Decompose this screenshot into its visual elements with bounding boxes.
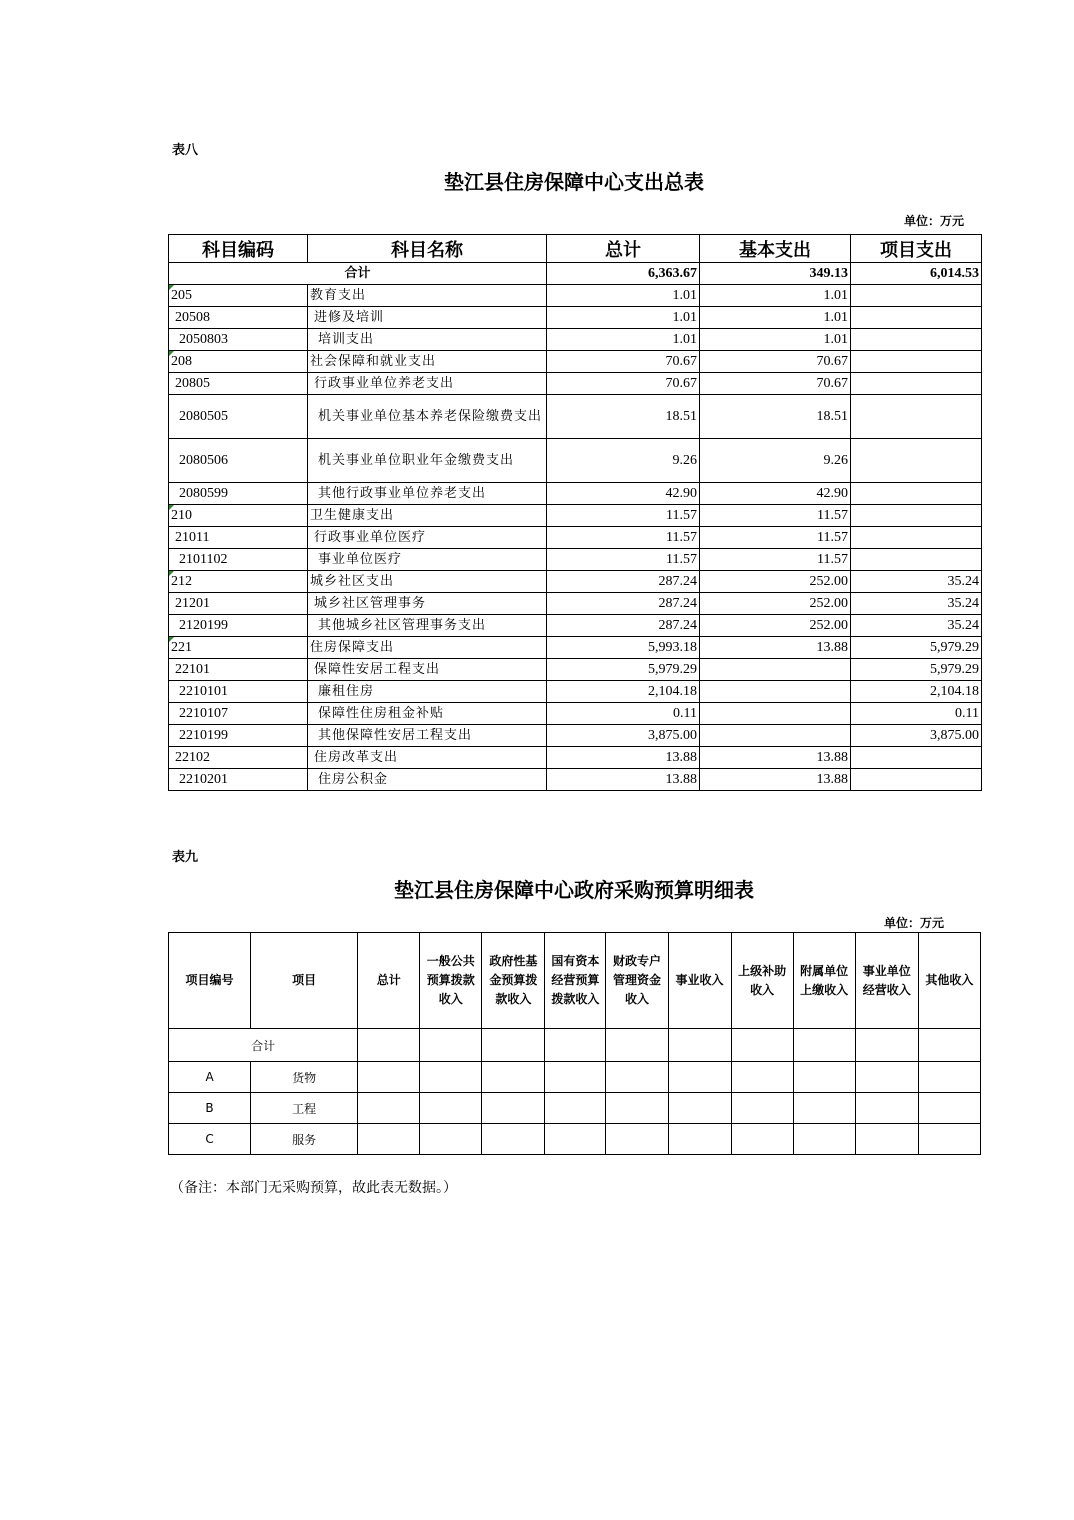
- empty-cell: [482, 1029, 545, 1062]
- basic-cell: 252.00: [700, 571, 851, 593]
- basic-cell: 1.01: [700, 329, 851, 351]
- project-cell: 35.24: [851, 571, 982, 593]
- empty-cell: [731, 1062, 793, 1093]
- name-cell: 培训支出: [308, 329, 547, 351]
- project-cell: [851, 769, 982, 791]
- table-row: [169, 1062, 981, 1093]
- total-cell: 2,104.18: [547, 681, 700, 703]
- name-cell: 城乡社区支出: [308, 571, 547, 593]
- empty-cell: [668, 1029, 731, 1062]
- table-row: [169, 725, 982, 747]
- empty-cell: [793, 1029, 855, 1062]
- item-name: 服务: [251, 1124, 358, 1155]
- table-row: [169, 681, 982, 703]
- empty-cell: [482, 1062, 545, 1093]
- basic-cell: 1.01: [700, 307, 851, 329]
- basic-cell: [700, 725, 851, 747]
- empty-cell: [668, 1062, 731, 1093]
- code-cell: 2210101: [169, 681, 308, 703]
- table-row: [169, 747, 982, 769]
- table9-unit: 单位：万元: [884, 916, 945, 930]
- table8-label: 表八: [172, 143, 199, 158]
- header-cell: 总计: [358, 933, 420, 1029]
- empty-cell: [420, 1062, 482, 1093]
- header-cell: 项目: [251, 933, 358, 1029]
- name-cell: 其他城乡社区管理事务支出: [308, 615, 547, 637]
- total-cell: 287.24: [547, 571, 700, 593]
- code-cell: 205: [169, 285, 308, 307]
- code-cell: 2101102: [169, 549, 308, 571]
- empty-cell: [545, 1029, 606, 1062]
- empty-cell: [793, 1124, 855, 1155]
- header-basic: 基本支出: [700, 235, 851, 263]
- empty-cell: [545, 1062, 606, 1093]
- code-cell: 2080506: [169, 439, 308, 483]
- code-cell: 2080505: [169, 395, 308, 439]
- project-cell: [851, 549, 982, 571]
- name-cell: 城乡社区管理事务: [308, 593, 547, 615]
- basic-cell: 70.67: [700, 373, 851, 395]
- header-total: 总计: [547, 235, 700, 263]
- table-row: [169, 483, 982, 505]
- empty-cell: [545, 1124, 606, 1155]
- project-cell: [851, 747, 982, 769]
- empty-cell: [668, 1124, 731, 1155]
- table-row: [169, 351, 982, 373]
- header-cell: 事业单位经营收入: [855, 933, 918, 1029]
- empty-cell: [358, 1124, 420, 1155]
- item-code: B: [169, 1093, 251, 1124]
- item-name: 工程: [251, 1093, 358, 1124]
- name-cell: 教育支出: [308, 285, 547, 307]
- total-cell: 9.26: [547, 439, 700, 483]
- empty-cell: [545, 1093, 606, 1124]
- empty-cell: [793, 1062, 855, 1093]
- empty-cell: [668, 1093, 731, 1124]
- project-cell: [851, 329, 982, 351]
- empty-cell: [606, 1029, 668, 1062]
- table-row: [169, 285, 982, 307]
- total-label: 合计: [169, 263, 547, 285]
- total-cell: 13.88: [547, 747, 700, 769]
- total-cell: 11.57: [547, 527, 700, 549]
- total-basic: 349.13: [700, 263, 851, 285]
- name-cell: 保障性住房租金补贴: [308, 703, 547, 725]
- name-cell: 行政事业单位医疗: [308, 527, 547, 549]
- project-cell: 2,104.18: [851, 681, 982, 703]
- project-cell: 35.24: [851, 593, 982, 615]
- basic-cell: [700, 703, 851, 725]
- basic-cell: 13.88: [700, 747, 851, 769]
- empty-cell: [918, 1029, 980, 1062]
- basic-cell: 13.88: [700, 769, 851, 791]
- header-name: 科目名称: [308, 235, 547, 263]
- table-row: [169, 395, 982, 439]
- note-text: （备注：本部门无采购预算，故此表无数据。）: [170, 1180, 457, 1196]
- table-row: [169, 703, 982, 725]
- table-header-row: [169, 933, 981, 1029]
- name-cell: 其他行政事业单位养老支出: [308, 483, 547, 505]
- procurement-budget-table: [168, 932, 981, 1155]
- empty-cell: [918, 1124, 980, 1155]
- name-cell: 机关事业单位基本养老保险缴费支出: [308, 395, 547, 439]
- empty-cell: [918, 1062, 980, 1093]
- empty-cell: [358, 1062, 420, 1093]
- project-cell: 5,979.29: [851, 637, 982, 659]
- header-project: 项目支出: [851, 235, 982, 263]
- basic-cell: 70.67: [700, 351, 851, 373]
- code-cell: 20508: [169, 307, 308, 329]
- total-cell: 3,875.00: [547, 725, 700, 747]
- table8-title: 垫江县住房保障中心支出总表: [444, 170, 704, 194]
- table-row: [169, 439, 982, 483]
- table-row: [169, 373, 982, 395]
- project-cell: 35.24: [851, 615, 982, 637]
- empty-cell: [482, 1124, 545, 1155]
- total-cell: 5,979.29: [547, 659, 700, 681]
- code-cell: 221: [169, 637, 308, 659]
- empty-cell: [731, 1029, 793, 1062]
- table-row: [169, 1093, 981, 1124]
- total-cell: 13.88: [547, 769, 700, 791]
- total-label: 合计: [169, 1029, 358, 1062]
- total-cell: 1.01: [547, 307, 700, 329]
- item-code: A: [169, 1062, 251, 1093]
- empty-cell: [420, 1124, 482, 1155]
- table-row: [169, 329, 982, 351]
- project-cell: 3,875.00: [851, 725, 982, 747]
- total-cell: 5,993.18: [547, 637, 700, 659]
- table-row: [169, 593, 982, 615]
- basic-cell: 252.00: [700, 615, 851, 637]
- item-code: C: [169, 1124, 251, 1155]
- total-cell: 11.57: [547, 505, 700, 527]
- table-header-row: [169, 235, 982, 263]
- table-row: [169, 659, 982, 681]
- empty-cell: [420, 1029, 482, 1062]
- empty-cell: [855, 1093, 918, 1124]
- header-cell: 附属单位上缴收入: [793, 933, 855, 1029]
- code-cell: 2210199: [169, 725, 308, 747]
- table-row: [169, 505, 982, 527]
- project-cell: [851, 527, 982, 549]
- code-cell: 22101: [169, 659, 308, 681]
- project-cell: [851, 307, 982, 329]
- code-cell: 2120199: [169, 615, 308, 637]
- total-row: [169, 263, 982, 285]
- total-cell: 70.67: [547, 373, 700, 395]
- basic-cell: 18.51: [700, 395, 851, 439]
- code-cell: 210: [169, 505, 308, 527]
- total-row: [169, 1029, 981, 1062]
- total-cell: 1.01: [547, 329, 700, 351]
- name-cell: 事业单位医疗: [308, 549, 547, 571]
- empty-cell: [482, 1093, 545, 1124]
- name-cell: 住房公积金: [308, 769, 547, 791]
- expenditure-summary-table: [168, 234, 982, 791]
- header-cell: 事业收入: [668, 933, 731, 1029]
- table-row: [169, 307, 982, 329]
- project-cell: [851, 373, 982, 395]
- name-cell: 行政事业单位养老支出: [308, 373, 547, 395]
- table9-label: 表九: [172, 850, 199, 865]
- name-cell: 住房保障支出: [308, 637, 547, 659]
- header-cell: 项目编号: [169, 933, 251, 1029]
- table-row: [169, 527, 982, 549]
- project-cell: [851, 439, 982, 483]
- total-project: 6,014.53: [851, 263, 982, 285]
- project-cell: 0.11: [851, 703, 982, 725]
- table-row: [169, 1124, 981, 1155]
- total-total: 6,363.67: [547, 263, 700, 285]
- basic-cell: 252.00: [700, 593, 851, 615]
- total-cell: 18.51: [547, 395, 700, 439]
- table-row: [169, 549, 982, 571]
- name-cell: 保障性安居工程支出: [308, 659, 547, 681]
- basic-cell: 1.01: [700, 285, 851, 307]
- name-cell: 住房改革支出: [308, 747, 547, 769]
- code-cell: 2080599: [169, 483, 308, 505]
- empty-cell: [606, 1062, 668, 1093]
- project-cell: [851, 505, 982, 527]
- header-cell: 国有资本经营预算拨款收入: [545, 933, 606, 1029]
- project-cell: [851, 351, 982, 373]
- basic-cell: 9.26: [700, 439, 851, 483]
- basic-cell: [700, 659, 851, 681]
- header-cell: 上级补助收入: [731, 933, 793, 1029]
- empty-cell: [793, 1093, 855, 1124]
- project-cell: [851, 483, 982, 505]
- empty-cell: [606, 1093, 668, 1124]
- empty-cell: [420, 1093, 482, 1124]
- total-cell: 70.67: [547, 351, 700, 373]
- name-cell: 机关事业单位职业年金缴费支出: [308, 439, 547, 483]
- project-cell: [851, 395, 982, 439]
- code-cell: 208: [169, 351, 308, 373]
- total-cell: 42.90: [547, 483, 700, 505]
- empty-cell: [855, 1062, 918, 1093]
- code-cell: 2210201: [169, 769, 308, 791]
- code-cell: 2050803: [169, 329, 308, 351]
- total-cell: 287.24: [547, 593, 700, 615]
- code-cell: 22102: [169, 747, 308, 769]
- basic-cell: 11.57: [700, 549, 851, 571]
- header-cell: 政府性基金预算拨款收入: [482, 933, 545, 1029]
- project-cell: 5,979.29: [851, 659, 982, 681]
- empty-cell: [918, 1093, 980, 1124]
- code-cell: 21011: [169, 527, 308, 549]
- total-cell: 1.01: [547, 285, 700, 307]
- table-row: [169, 571, 982, 593]
- table-row: [169, 769, 982, 791]
- empty-cell: [358, 1093, 420, 1124]
- table-row: [169, 615, 982, 637]
- name-cell: 卫生健康支出: [308, 505, 547, 527]
- total-cell: 287.24: [547, 615, 700, 637]
- empty-cell: [606, 1124, 668, 1155]
- header-cell: 其他收入: [918, 933, 980, 1029]
- basic-cell: [700, 681, 851, 703]
- code-cell: 21201: [169, 593, 308, 615]
- header-cell: 一般公共预算拨款收入: [420, 933, 482, 1029]
- empty-cell: [358, 1029, 420, 1062]
- total-cell: 0.11: [547, 703, 700, 725]
- table9-title: 垫江县住房保障中心政府采购预算明细表: [394, 878, 754, 902]
- code-cell: 212: [169, 571, 308, 593]
- item-name: 货物: [251, 1062, 358, 1093]
- project-cell: [851, 285, 982, 307]
- table8-unit: 单位：万元: [904, 214, 965, 228]
- total-cell: 11.57: [547, 549, 700, 571]
- empty-cell: [731, 1124, 793, 1155]
- basic-cell: 42.90: [700, 483, 851, 505]
- header-code: 科目编码: [169, 235, 308, 263]
- empty-cell: [731, 1093, 793, 1124]
- name-cell: 廉租住房: [308, 681, 547, 703]
- empty-cell: [855, 1124, 918, 1155]
- name-cell: 进修及培训: [308, 307, 547, 329]
- code-cell: 20805: [169, 373, 308, 395]
- code-cell: 2210107: [169, 703, 308, 725]
- table-row: [169, 637, 982, 659]
- empty-cell: [855, 1029, 918, 1062]
- header-cell: 财政专户管理资金收入: [606, 933, 668, 1029]
- name-cell: 社会保障和就业支出: [308, 351, 547, 373]
- basic-cell: 11.57: [700, 527, 851, 549]
- basic-cell: 11.57: [700, 505, 851, 527]
- basic-cell: 13.88: [700, 637, 851, 659]
- name-cell: 其他保障性安居工程支出: [308, 725, 547, 747]
